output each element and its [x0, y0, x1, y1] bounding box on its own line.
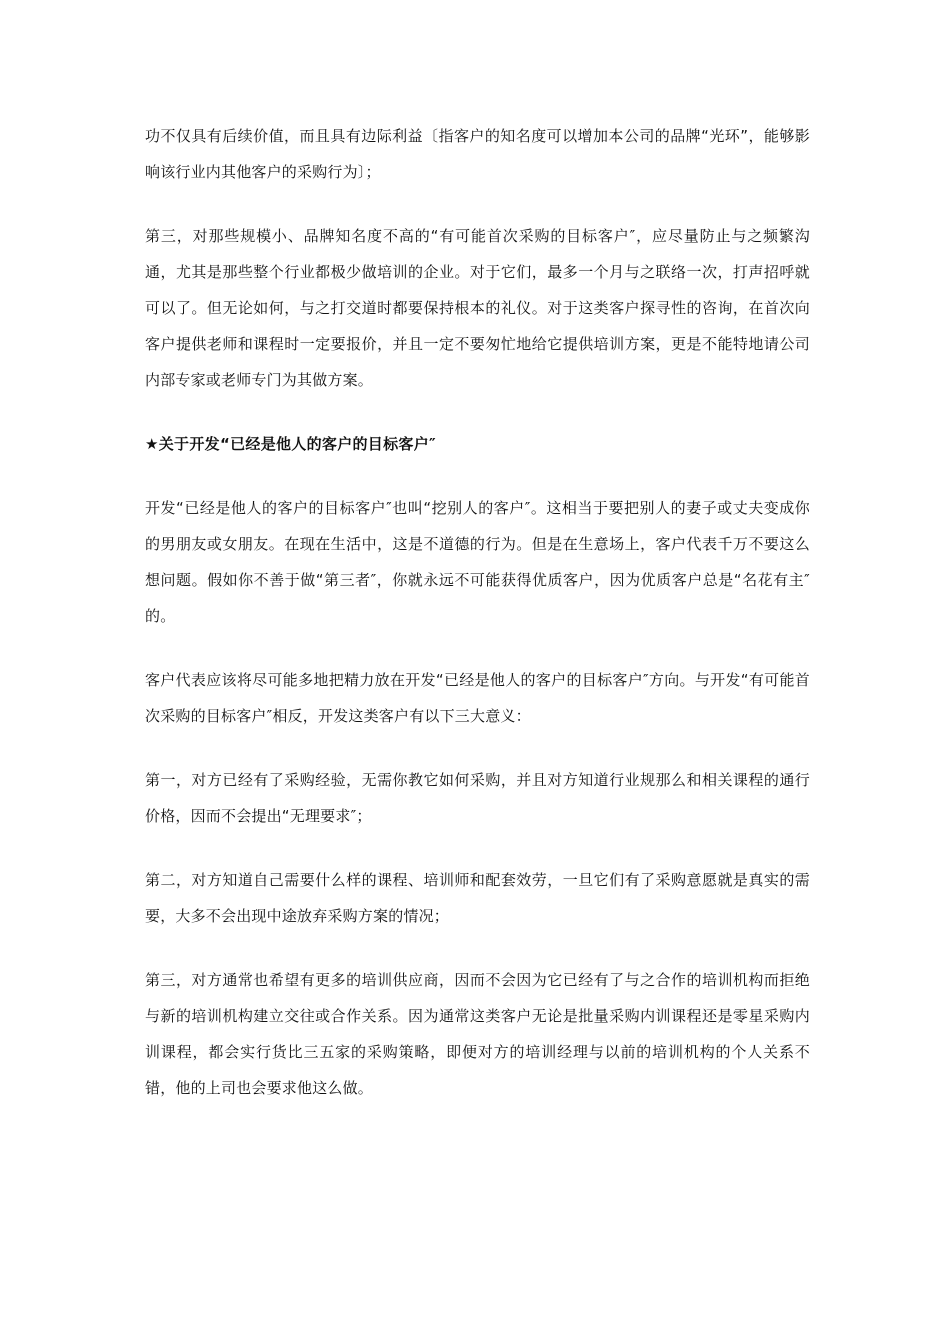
- document-body: [145, 118, 810, 1134]
- section-heading: ★关于开发“已经是他人的客户的目标客户″: [145, 435, 437, 453]
- paragraph-continuation: 功不仅具有后续价值，而且具有边际利益〔指客户的知名度可以增加本公司的品牌“光环”，能够影响该行业内其他客户的采购行为〕；: [145, 127, 810, 181]
- paragraph-third-point-small-clients: 第三，对那些规模小、品牌知名度不高的“有可能首次采购的目标客户″，应尽量防止与之频繁沟通，尤其是那些整个行业都极少做培训的企业。对于它们，最多一个月与之联络一次，打声招呼就可以了。但无论如何，与之打交道时都要保持根本的礼仪。对于这类客户探寻性的咨询，在首次向客户提供老师和课程时一定要报价，并且一定不要匆忙地给它提供培训方案，更是不能特地请公司内部专家或老师专门为其做方案。: [145, 227, 810, 389]
- paragraph-intro-poaching: 开发“已经是他人的客户的目标客户″也叫“挖别人的客户″。这相当于要把别人的妻子或丈夫变成你的男朋友或女朋友。在现在生活中，这是不道德的行为。但是在生意场上，客户代表千万不要这么想问题。假如你不善于做“第三者″，你就永远不可能获得优质客户，因为优质客户总是“名花有主″的。: [145, 499, 810, 625]
- paragraph-first-point: 第一，对方已经有了采购经验，无需你教它如何采购，并且对方知道行业规那么和相关课程的通行价格，因而不会提出“无理要求″；: [145, 771, 810, 825]
- paragraph-third-point: 第三，对方通常也希望有更多的培训供应商，因而不会因为它已经有了与之合作的培训机构而拒绝与新的培训机构建立交往或合作关系。因为通常这类客户无论是批量采购内训课程还是零星采购内训课程，都会实行货比三五家的采购策略，即便对方的培训经理与以前的培训机构的个人关系不错，他的上司也会要求他这么做。: [145, 971, 810, 1097]
- paragraph-three-meanings: 客户代表应该将尽可能多地把精力放在开发“已经是他人的客户的目标客户″方向。与开发“有可能首次采购的目标客户″相反，开发这类客户有以下三大意义：: [145, 671, 810, 725]
- paragraph-second-point: 第二，对方知道自己需要什么样的课程、培训师和配套效劳，一旦它们有了采购意愿就是真实的需要，大多不会出现中途放弃采购方案的情况；: [145, 871, 810, 925]
